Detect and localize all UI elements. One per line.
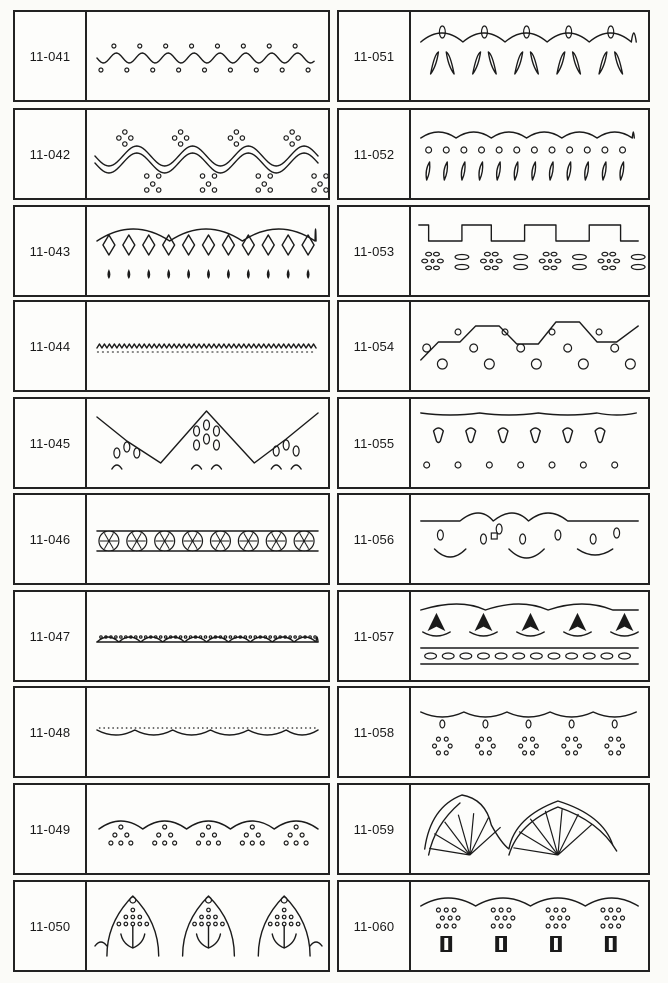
pattern-illustration <box>411 12 648 100</box>
pattern-code: 11-056 <box>339 495 411 583</box>
pattern-code: 11-048 <box>15 688 87 776</box>
pattern-code: 11-044 <box>15 302 87 390</box>
pattern-card <box>337 686 650 778</box>
pattern-card <box>13 880 330 972</box>
pattern-code: 11-052 <box>339 110 411 198</box>
pattern-card <box>13 590 330 682</box>
pattern-code: 11-057 <box>339 592 411 680</box>
pattern-illustration <box>87 785 328 873</box>
pattern-code: 11-043 <box>15 207 87 295</box>
pattern-card <box>13 397 330 489</box>
pattern-card <box>13 783 330 875</box>
pattern-illustration <box>411 207 648 295</box>
pattern-code: 11-059 <box>339 785 411 873</box>
pattern-illustration <box>411 302 648 390</box>
pattern-card <box>337 300 650 392</box>
pattern-code: 11-045 <box>15 399 87 487</box>
pattern-illustration <box>87 592 328 680</box>
pattern-card <box>13 686 330 778</box>
pattern-illustration <box>411 882 648 970</box>
pattern-card <box>337 880 650 972</box>
pattern-card <box>337 493 650 585</box>
pattern-illustration <box>411 688 648 776</box>
pattern-card <box>13 205 330 297</box>
pattern-code: 11-053 <box>339 207 411 295</box>
pattern-card <box>13 108 330 200</box>
pattern-code: 11-051 <box>339 12 411 100</box>
pattern-code: 11-055 <box>339 399 411 487</box>
pattern-code: 11-041 <box>15 12 87 100</box>
pattern-card <box>337 10 650 102</box>
pattern-card <box>337 397 650 489</box>
pattern-illustration <box>87 207 328 295</box>
pattern-illustration <box>87 12 328 100</box>
pattern-card <box>13 300 330 392</box>
pattern-illustration <box>411 592 648 680</box>
pattern-illustration <box>87 110 328 198</box>
pattern-code: 11-042 <box>15 110 87 198</box>
pattern-code: 11-054 <box>339 302 411 390</box>
pattern-code: 11-046 <box>15 495 87 583</box>
pattern-code: 11-050 <box>15 882 87 970</box>
pattern-code: 11-047 <box>15 592 87 680</box>
pattern-code: 11-049 <box>15 785 87 873</box>
pattern-illustration <box>87 302 328 390</box>
pattern-card <box>337 783 650 875</box>
pattern-illustration <box>87 688 328 776</box>
pattern-card <box>13 493 330 585</box>
pattern-code: 11-058 <box>339 688 411 776</box>
pattern-illustration <box>87 495 328 583</box>
pattern-card <box>337 590 650 682</box>
pattern-card <box>13 10 330 102</box>
pattern-illustration <box>87 399 328 487</box>
pattern-illustration <box>411 399 648 487</box>
pattern-illustration <box>411 495 648 583</box>
pattern-code: 11-060 <box>339 882 411 970</box>
pattern-illustration <box>411 110 648 198</box>
pattern-illustration <box>87 882 328 970</box>
pattern-illustration <box>411 785 648 873</box>
pattern-card <box>337 205 650 297</box>
pattern-card <box>337 108 650 200</box>
